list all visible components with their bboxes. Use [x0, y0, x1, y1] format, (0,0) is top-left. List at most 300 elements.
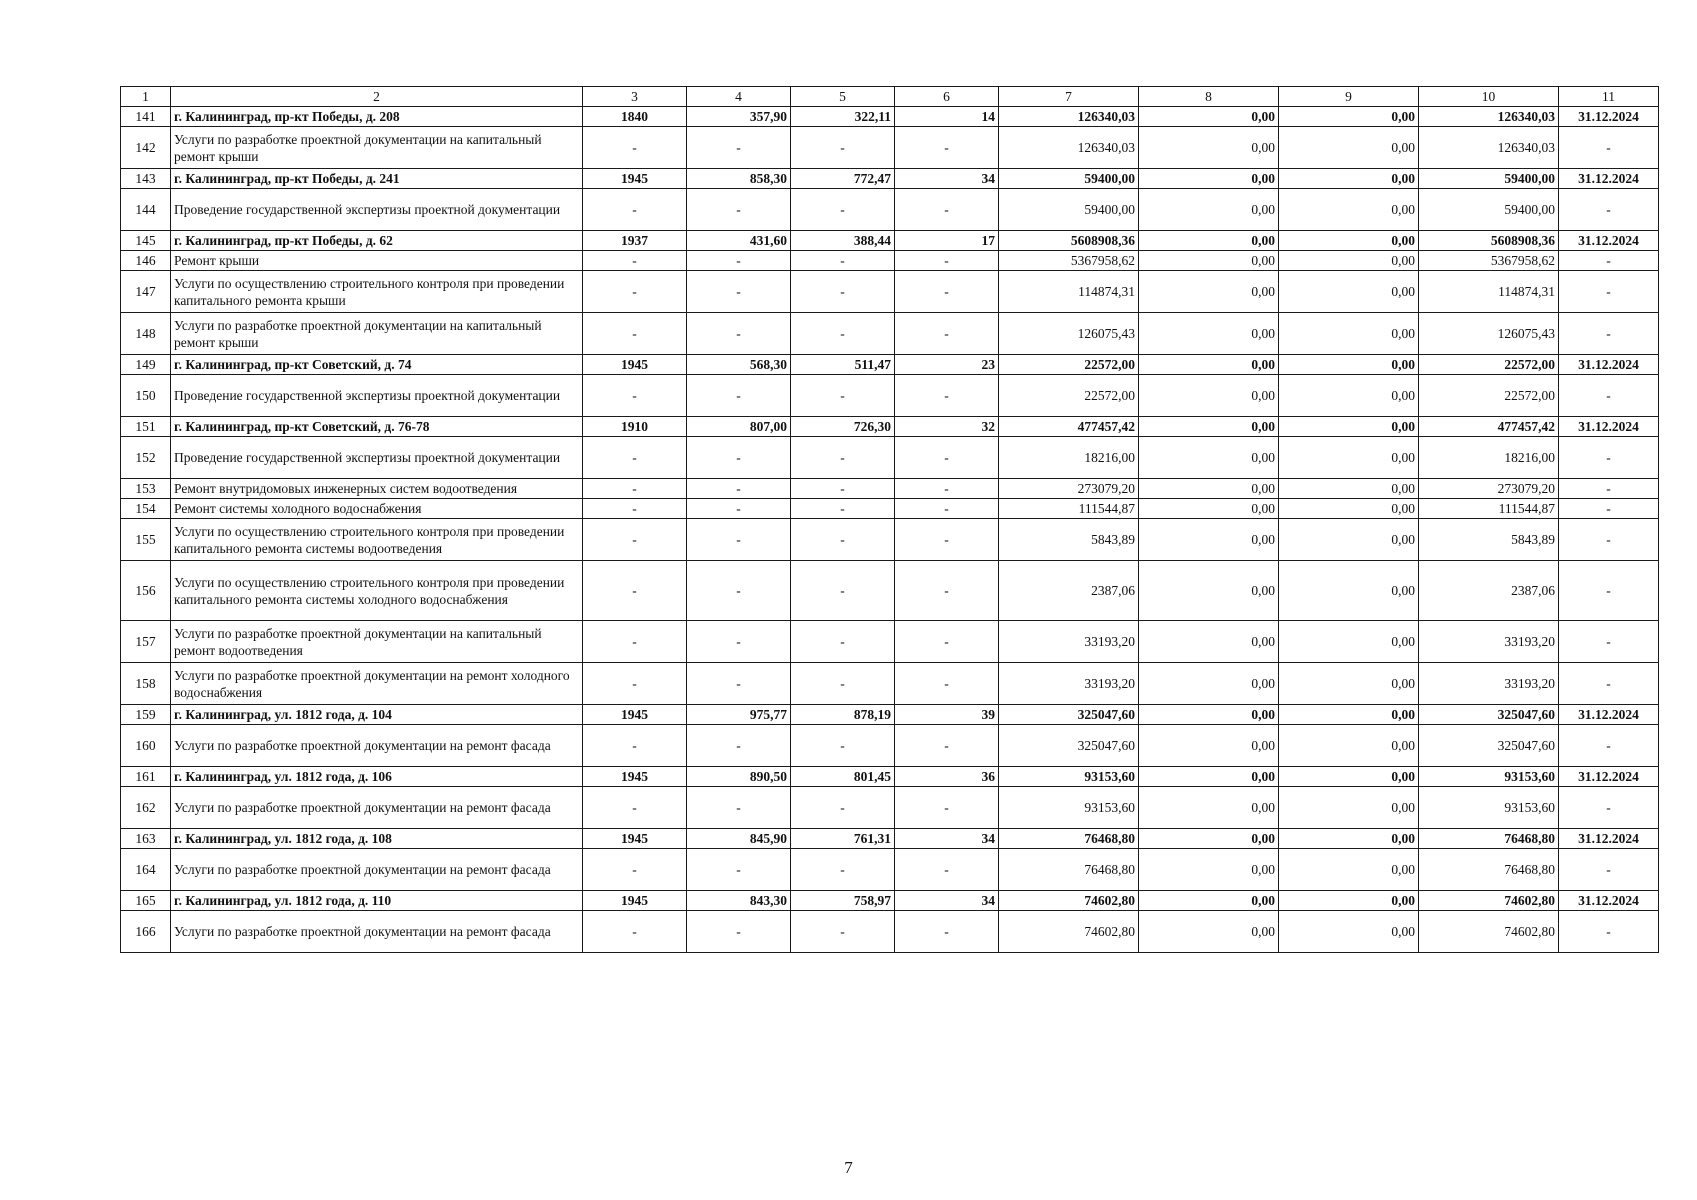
area-living: 322,11	[791, 107, 895, 127]
item-name: Услуги по осуществлению строительного контроля при проведении капитального ремонта системы водоотведения	[171, 519, 583, 561]
fund-federal: 0,00	[1139, 561, 1279, 621]
completion-date: 31.12.2024	[1559, 169, 1659, 189]
cost-total: 5367958,62	[999, 251, 1139, 271]
fund-owners: 33193,20	[1419, 621, 1559, 663]
year: 1840	[583, 107, 687, 127]
cost-total: 59400,00	[999, 169, 1139, 189]
area-total: -	[687, 251, 791, 271]
cost-total: 325047,60	[999, 725, 1139, 767]
fund-federal: 0,00	[1139, 891, 1279, 911]
area-living: -	[791, 911, 895, 953]
residents: -	[895, 725, 999, 767]
fund-federal: 0,00	[1139, 107, 1279, 127]
work-item-row	[121, 271, 1659, 313]
row-number: 151	[121, 417, 171, 437]
year: -	[583, 313, 687, 355]
fund-federal: 0,00	[1139, 663, 1279, 705]
year: -	[583, 561, 687, 621]
residents: -	[895, 375, 999, 417]
building-row	[121, 107, 1659, 127]
cost-total: 76468,80	[999, 849, 1139, 891]
completion-date: 31.12.2024	[1559, 417, 1659, 437]
work-item-row	[121, 499, 1659, 519]
fund-federal: 0,00	[1139, 767, 1279, 787]
building-row	[121, 829, 1659, 849]
residents: -	[895, 787, 999, 829]
area-total: 890,50	[687, 767, 791, 787]
completion-date: -	[1559, 271, 1659, 313]
area-living: -	[791, 561, 895, 621]
residents: -	[895, 561, 999, 621]
work-item-row	[121, 787, 1659, 829]
area-total: -	[687, 375, 791, 417]
year: -	[583, 271, 687, 313]
column-number-8: 8	[1139, 87, 1279, 107]
completion-date: -	[1559, 725, 1659, 767]
fund-federal: 0,00	[1139, 271, 1279, 313]
cost-total: 126340,03	[999, 127, 1139, 169]
area-total: 357,90	[687, 107, 791, 127]
area-living: -	[791, 519, 895, 561]
fund-regional: 0,00	[1279, 251, 1419, 271]
cost-total: 59400,00	[999, 189, 1139, 231]
year: 1945	[583, 767, 687, 787]
residents: 39	[895, 705, 999, 725]
column-number-3: 3	[583, 87, 687, 107]
work-item-row	[121, 479, 1659, 499]
completion-date: 31.12.2024	[1559, 829, 1659, 849]
residents: 23	[895, 355, 999, 375]
residents: -	[895, 127, 999, 169]
fund-regional: 0,00	[1279, 911, 1419, 953]
area-living: -	[791, 499, 895, 519]
residents: -	[895, 499, 999, 519]
area-living: -	[791, 271, 895, 313]
area-living: 726,30	[791, 417, 895, 437]
year: -	[583, 375, 687, 417]
area-living: -	[791, 849, 895, 891]
fund-regional: 0,00	[1279, 705, 1419, 725]
fund-federal: 0,00	[1139, 725, 1279, 767]
completion-date: -	[1559, 479, 1659, 499]
work-item-row	[121, 313, 1659, 355]
fund-federal: 0,00	[1139, 787, 1279, 829]
item-name: Услуги по разработке проектной документации на капитальный ремонт водоотведения	[171, 621, 583, 663]
completion-date: -	[1559, 561, 1659, 621]
work-item-row	[121, 911, 1659, 953]
area-total: -	[687, 561, 791, 621]
row-number: 156	[121, 561, 171, 621]
cost-total: 273079,20	[999, 479, 1139, 499]
completion-date: 31.12.2024	[1559, 231, 1659, 251]
year: -	[583, 663, 687, 705]
work-item-row	[121, 127, 1659, 169]
residents: 17	[895, 231, 999, 251]
area-total: -	[687, 621, 791, 663]
residents: -	[895, 479, 999, 499]
cost-total: 111544,87	[999, 499, 1139, 519]
fund-federal: 0,00	[1139, 355, 1279, 375]
cost-total: 126340,03	[999, 107, 1139, 127]
row-number: 155	[121, 519, 171, 561]
cost-total: 74602,80	[999, 891, 1139, 911]
area-living: -	[791, 375, 895, 417]
fund-owners: 33193,20	[1419, 663, 1559, 705]
residents: -	[895, 271, 999, 313]
item-name: Услуги по разработке проектной документации на ремонт фасада	[171, 725, 583, 767]
fund-regional: 0,00	[1279, 127, 1419, 169]
row-number: 146	[121, 251, 171, 271]
area-living: -	[791, 313, 895, 355]
cost-total: 93153,60	[999, 767, 1139, 787]
row-number: 148	[121, 313, 171, 355]
area-total: -	[687, 849, 791, 891]
completion-date: 31.12.2024	[1559, 355, 1659, 375]
residents: -	[895, 313, 999, 355]
area-total: -	[687, 479, 791, 499]
fund-owners: 59400,00	[1419, 189, 1559, 231]
residents: -	[895, 663, 999, 705]
fund-owners: 126340,03	[1419, 127, 1559, 169]
area-living: -	[791, 437, 895, 479]
cost-total: 2387,06	[999, 561, 1139, 621]
cost-total: 76468,80	[999, 829, 1139, 849]
area-total: -	[687, 189, 791, 231]
fund-regional: 0,00	[1279, 355, 1419, 375]
residents: -	[895, 251, 999, 271]
fund-regional: 0,00	[1279, 169, 1419, 189]
residents: 36	[895, 767, 999, 787]
building-row	[121, 169, 1659, 189]
completion-date: -	[1559, 787, 1659, 829]
row-number: 161	[121, 767, 171, 787]
fund-owners: 325047,60	[1419, 725, 1559, 767]
fund-regional: 0,00	[1279, 417, 1419, 437]
cost-total: 114874,31	[999, 271, 1139, 313]
fund-owners: 76468,80	[1419, 849, 1559, 891]
row-number: 159	[121, 705, 171, 725]
completion-date: 31.12.2024	[1559, 107, 1659, 127]
year: -	[583, 725, 687, 767]
fund-owners: 2387,06	[1419, 561, 1559, 621]
area-total: 845,90	[687, 829, 791, 849]
building-row	[121, 891, 1659, 911]
area-total: -	[687, 127, 791, 169]
completion-date: -	[1559, 849, 1659, 891]
fund-regional: 0,00	[1279, 663, 1419, 705]
item-name: Услуги по разработке проектной документации на ремонт холодного водоснабжения	[171, 663, 583, 705]
fund-owners: 18216,00	[1419, 437, 1559, 479]
column-number-4: 4	[687, 87, 791, 107]
row-number: 152	[121, 437, 171, 479]
year: -	[583, 127, 687, 169]
area-living: -	[791, 787, 895, 829]
residents: 34	[895, 891, 999, 911]
item-name: Услуги по разработке проектной документации на капитальный ремонт крыши	[171, 127, 583, 169]
cost-total: 5843,89	[999, 519, 1139, 561]
work-item-row	[121, 725, 1659, 767]
page-number: 7	[844, 1158, 853, 1177]
cost-total: 126075,43	[999, 313, 1139, 355]
area-total: -	[687, 271, 791, 313]
row-number: 145	[121, 231, 171, 251]
completion-date: -	[1559, 663, 1659, 705]
row-number: 166	[121, 911, 171, 953]
row-number: 160	[121, 725, 171, 767]
area-living: -	[791, 127, 895, 169]
completion-date: 31.12.2024	[1559, 891, 1659, 911]
item-name: г. Калининград, пр-кт Победы, д. 241	[171, 169, 583, 189]
fund-federal: 0,00	[1139, 127, 1279, 169]
fund-owners: 5608908,36	[1419, 231, 1559, 251]
fund-federal: 0,00	[1139, 705, 1279, 725]
row-number: 144	[121, 189, 171, 231]
fund-regional: 0,00	[1279, 829, 1419, 849]
fund-regional: 0,00	[1279, 621, 1419, 663]
area-total: 807,00	[687, 417, 791, 437]
residents: -	[895, 519, 999, 561]
fund-federal: 0,00	[1139, 313, 1279, 355]
area-living: 388,44	[791, 231, 895, 251]
area-total: 568,30	[687, 355, 791, 375]
year: -	[583, 787, 687, 829]
row-number: 163	[121, 829, 171, 849]
year: 1945	[583, 169, 687, 189]
row-number: 149	[121, 355, 171, 375]
completion-date: -	[1559, 313, 1659, 355]
capital-repair-table	[120, 86, 1659, 953]
work-item-row	[121, 561, 1659, 621]
area-total: -	[687, 787, 791, 829]
item-name: Услуги по осуществлению строительного контроля при проведении капитального ремонта системы холодного водоснабжения	[171, 561, 583, 621]
work-item-row	[121, 375, 1659, 417]
work-item-row	[121, 621, 1659, 663]
year: -	[583, 621, 687, 663]
column-number-10: 10	[1419, 87, 1559, 107]
item-name: Услуги по разработке проектной документации на ремонт фасада	[171, 787, 583, 829]
fund-regional: 0,00	[1279, 189, 1419, 231]
completion-date: -	[1559, 375, 1659, 417]
fund-federal: 0,00	[1139, 231, 1279, 251]
fund-owners: 22572,00	[1419, 355, 1559, 375]
fund-regional: 0,00	[1279, 499, 1419, 519]
fund-regional: 0,00	[1279, 849, 1419, 891]
item-name: Проведение государственной экспертизы проектной документации	[171, 375, 583, 417]
fund-regional: 0,00	[1279, 787, 1419, 829]
fund-owners: 114874,31	[1419, 271, 1559, 313]
item-name: г. Калининград, ул. 1812 года, д. 110	[171, 891, 583, 911]
fund-owners: 126340,03	[1419, 107, 1559, 127]
row-number: 165	[121, 891, 171, 911]
residents: -	[895, 621, 999, 663]
year: -	[583, 479, 687, 499]
area-living: -	[791, 725, 895, 767]
fund-owners: 59400,00	[1419, 169, 1559, 189]
fund-owners: 93153,60	[1419, 767, 1559, 787]
row-number: 153	[121, 479, 171, 499]
building-row	[121, 417, 1659, 437]
area-living: -	[791, 621, 895, 663]
area-living: 761,31	[791, 829, 895, 849]
area-living: -	[791, 189, 895, 231]
completion-date: -	[1559, 911, 1659, 953]
cost-total: 33193,20	[999, 621, 1139, 663]
fund-owners: 5367958,62	[1419, 251, 1559, 271]
area-living: -	[791, 251, 895, 271]
completion-date: -	[1559, 251, 1659, 271]
row-number: 154	[121, 499, 171, 519]
work-item-row	[121, 663, 1659, 705]
column-number-1: 1	[121, 87, 171, 107]
item-name: Ремонт крыши	[171, 251, 583, 271]
cost-total: 22572,00	[999, 355, 1139, 375]
year: 1945	[583, 705, 687, 725]
fund-owners: 22572,00	[1419, 375, 1559, 417]
area-total: -	[687, 725, 791, 767]
area-total: 843,30	[687, 891, 791, 911]
row-number: 143	[121, 169, 171, 189]
residents: -	[895, 189, 999, 231]
area-total: -	[687, 313, 791, 355]
cost-total: 93153,60	[999, 787, 1139, 829]
area-living: 772,47	[791, 169, 895, 189]
residents: -	[895, 849, 999, 891]
fund-regional: 0,00	[1279, 107, 1419, 127]
year: 1945	[583, 355, 687, 375]
fund-federal: 0,00	[1139, 499, 1279, 519]
fund-federal: 0,00	[1139, 251, 1279, 271]
residents: -	[895, 911, 999, 953]
cost-total: 5608908,36	[999, 231, 1139, 251]
column-number-5: 5	[791, 87, 895, 107]
area-living: 878,19	[791, 705, 895, 725]
cost-total: 18216,00	[999, 437, 1139, 479]
row-number: 147	[121, 271, 171, 313]
fund-regional: 0,00	[1279, 891, 1419, 911]
year: -	[583, 437, 687, 479]
area-living: -	[791, 479, 895, 499]
fund-regional: 0,00	[1279, 479, 1419, 499]
completion-date: -	[1559, 621, 1659, 663]
completion-date: -	[1559, 437, 1659, 479]
fund-regional: 0,00	[1279, 271, 1419, 313]
area-living: 758,97	[791, 891, 895, 911]
work-item-row	[121, 849, 1659, 891]
fund-owners: 325047,60	[1419, 705, 1559, 725]
item-name: г. Калининград, ул. 1812 года, д. 108	[171, 829, 583, 849]
fund-federal: 0,00	[1139, 189, 1279, 231]
fund-federal: 0,00	[1139, 169, 1279, 189]
fund-owners: 477457,42	[1419, 417, 1559, 437]
row-number: 164	[121, 849, 171, 891]
row-number: 150	[121, 375, 171, 417]
area-total: 858,30	[687, 169, 791, 189]
item-name: г. Калининград, пр-кт Советский, д. 74	[171, 355, 583, 375]
year: -	[583, 911, 687, 953]
fund-owners: 76468,80	[1419, 829, 1559, 849]
item-name: Ремонт системы холодного водоснабжения	[171, 499, 583, 519]
work-item-row	[121, 189, 1659, 231]
cost-total: 33193,20	[999, 663, 1139, 705]
row-number: 141	[121, 107, 171, 127]
residents: -	[895, 437, 999, 479]
fund-federal: 0,00	[1139, 479, 1279, 499]
fund-owners: 126075,43	[1419, 313, 1559, 355]
fund-federal: 0,00	[1139, 911, 1279, 953]
year: -	[583, 849, 687, 891]
work-item-row	[121, 437, 1659, 479]
completion-date: 31.12.2024	[1559, 767, 1659, 787]
completion-date: 31.12.2024	[1559, 705, 1659, 725]
fund-owners: 111544,87	[1419, 499, 1559, 519]
area-living: 511,47	[791, 355, 895, 375]
fund-regional: 0,00	[1279, 767, 1419, 787]
row-number: 157	[121, 621, 171, 663]
fund-regional: 0,00	[1279, 561, 1419, 621]
item-name: г. Калининград, пр-кт Победы, д. 208	[171, 107, 583, 127]
fund-federal: 0,00	[1139, 417, 1279, 437]
residents: 14	[895, 107, 999, 127]
fund-owners: 74602,80	[1419, 891, 1559, 911]
fund-federal: 0,00	[1139, 437, 1279, 479]
building-row	[121, 231, 1659, 251]
fund-owners: 93153,60	[1419, 787, 1559, 829]
fund-regional: 0,00	[1279, 313, 1419, 355]
area-total: 975,77	[687, 705, 791, 725]
year: -	[583, 499, 687, 519]
item-name: Услуги по разработке проектной документации на ремонт фасада	[171, 849, 583, 891]
fund-regional: 0,00	[1279, 725, 1419, 767]
fund-regional: 0,00	[1279, 375, 1419, 417]
area-living: -	[791, 663, 895, 705]
building-row	[121, 355, 1659, 375]
fund-owners: 273079,20	[1419, 479, 1559, 499]
item-name: г. Калининград, пр-кт Победы, д. 62	[171, 231, 583, 251]
year: -	[583, 189, 687, 231]
column-number-6: 6	[895, 87, 999, 107]
completion-date: -	[1559, 189, 1659, 231]
fund-regional: 0,00	[1279, 437, 1419, 479]
completion-date: -	[1559, 499, 1659, 519]
column-number-11: 11	[1559, 87, 1659, 107]
fund-federal: 0,00	[1139, 829, 1279, 849]
column-number-2: 2	[171, 87, 583, 107]
area-total: -	[687, 663, 791, 705]
fund-regional: 0,00	[1279, 231, 1419, 251]
row-number: 158	[121, 663, 171, 705]
completion-date: -	[1559, 127, 1659, 169]
area-total: 431,60	[687, 231, 791, 251]
residents: 34	[895, 829, 999, 849]
item-name: г. Калининград, ул. 1812 года, д. 104	[171, 705, 583, 725]
item-name: Услуги по осуществлению строительного контроля при проведении капитального ремонта крыши	[171, 271, 583, 313]
building-row	[121, 767, 1659, 787]
fund-federal: 0,00	[1139, 375, 1279, 417]
item-name: г. Калининград, пр-кт Советский, д. 76-78	[171, 417, 583, 437]
area-total: -	[687, 519, 791, 561]
item-name: Услуги по разработке проектной документации на капитальный ремонт крыши	[171, 313, 583, 355]
item-name: г. Калининград, ул. 1812 года, д. 106	[171, 767, 583, 787]
residents: 34	[895, 169, 999, 189]
column-number-7: 7	[999, 87, 1139, 107]
item-name: Ремонт внутридомовых инженерных систем водоотведения	[171, 479, 583, 499]
fund-regional: 0,00	[1279, 519, 1419, 561]
year: -	[583, 251, 687, 271]
cost-total: 325047,60	[999, 705, 1139, 725]
residents: 32	[895, 417, 999, 437]
year: -	[583, 519, 687, 561]
area-total: -	[687, 499, 791, 519]
